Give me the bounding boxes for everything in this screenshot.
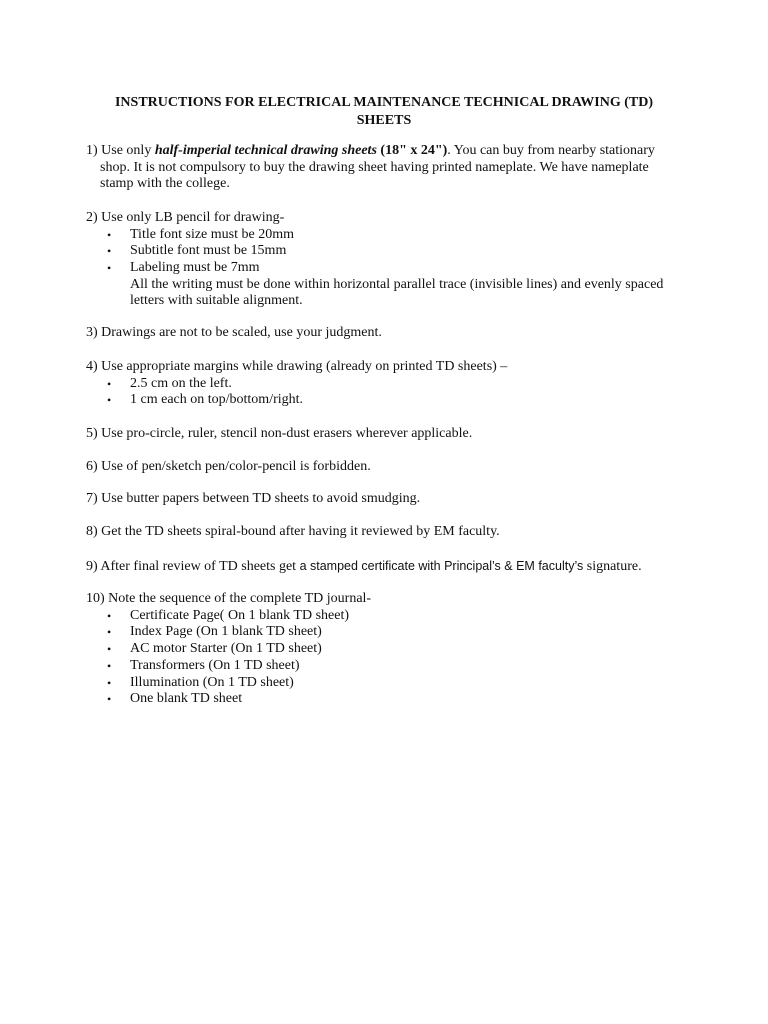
bullet-icon: • <box>107 642 112 657</box>
instruction-4 <box>86 359 686 409</box>
bullet-icon: • <box>107 244 112 259</box>
instruction-2-note-line-1: All the writing must be done within horizontal parallel trace (invisible lines) and evenly spaced <box>130 276 664 292</box>
instruction-9-certificate-text: a stamped certificate with Principal’s & EM faculty’s <box>299 559 584 573</box>
bullet-icon: • <box>107 261 112 276</box>
instruction-1-emphasis: half-imperial technical drawing sheets <box>154 143 377 158</box>
instruction-2-note-line-2: letters with suitable alignment. <box>130 293 303 309</box>
instruction-8: 8) Get the TD sheets spiral-bound after having it reviewed by EM faculty. <box>86 524 500 539</box>
instruction-10-bullet-list <box>86 608 686 709</box>
list-item: • AC motor Starter (On 1 TD sheet) <box>107 641 322 657</box>
instruction-6: 6) Use of pen/sketch pen/color-pencil is forbidden. <box>86 459 371 474</box>
instruction-1 <box>86 143 686 193</box>
list-item: • Index Page (On 1 blank TD sheet) <box>107 624 322 640</box>
instruction-4-text: 4) Use appropriate margins while drawing (already on printed TD sheets) – <box>86 359 508 374</box>
list-item: • 1 cm each on top/bottom/right. <box>107 392 304 408</box>
title-line-1: INSTRUCTIONS FOR ELECTRICAL MAINTENANCE TECHNICAL DRAWING (TD) <box>114 95 654 110</box>
instruction-4-bullet-list <box>86 376 686 410</box>
bullet-icon: • <box>107 692 112 707</box>
bullet-icon: • <box>107 227 112 242</box>
instruction-1-continuation-1: shop. It is not compulsory to buy the drawing sheet having printed nameplate. We have nameplate <box>100 159 649 175</box>
instruction-10 <box>86 591 686 708</box>
instruction-9: 9) After final review of TD sheets get a stamped certificate with Principal’s & EM faculty’s signature. <box>86 559 642 574</box>
list-item: • Illumination (On 1 TD sheet) <box>107 674 294 690</box>
bullet-icon: • <box>107 658 112 673</box>
list-item: • Labeling must be 7mm <box>107 260 260 276</box>
list-item: • 2.5 cm on the left. <box>107 375 232 391</box>
list-item: • Certificate Page( On 1 blank TD sheet) <box>107 607 350 623</box>
document-title <box>60 94 708 130</box>
bullet-icon: • <box>107 625 112 640</box>
instruction-1-continuation-2: stamp with the college. <box>100 176 230 191</box>
bullet-icon: • <box>107 608 112 623</box>
instruction-1-prefix: 1) Use only <box>86 143 155 158</box>
instruction-1-after: . You can buy from nearby stationary <box>447 143 655 158</box>
list-item: • One blank TD sheet <box>107 691 243 707</box>
instruction-10-text: 10) Note the sequence of the complete TD journal- <box>86 591 372 606</box>
instruction-3: 3) Drawings are not to be scaled, use your judgment. <box>86 325 382 340</box>
bullet-icon: • <box>107 376 112 391</box>
instruction-1-size: (18" x 24") <box>376 143 448 158</box>
bullet-icon: • <box>107 675 112 690</box>
instruction-2-text: 2) Use only LB pencil for drawing- <box>86 210 285 225</box>
instruction-7: 7) Use butter papers between TD sheets to avoid smudging. <box>86 491 421 506</box>
bullet-icon: • <box>107 393 112 408</box>
instruction-5: 5) Use pro-circle, ruler, stencil non-dust erasers wherever applicable. <box>86 426 473 441</box>
list-item: • Title font size must be 20mm <box>107 226 294 242</box>
instruction-2-bullet-list <box>86 227 686 277</box>
title-line-2: SHEETS <box>356 113 412 128</box>
list-item: • Transformers (On 1 TD sheet) <box>107 657 300 673</box>
instruction-2 <box>86 210 686 310</box>
list-item: • Subtitle font must be 15mm <box>107 243 287 259</box>
